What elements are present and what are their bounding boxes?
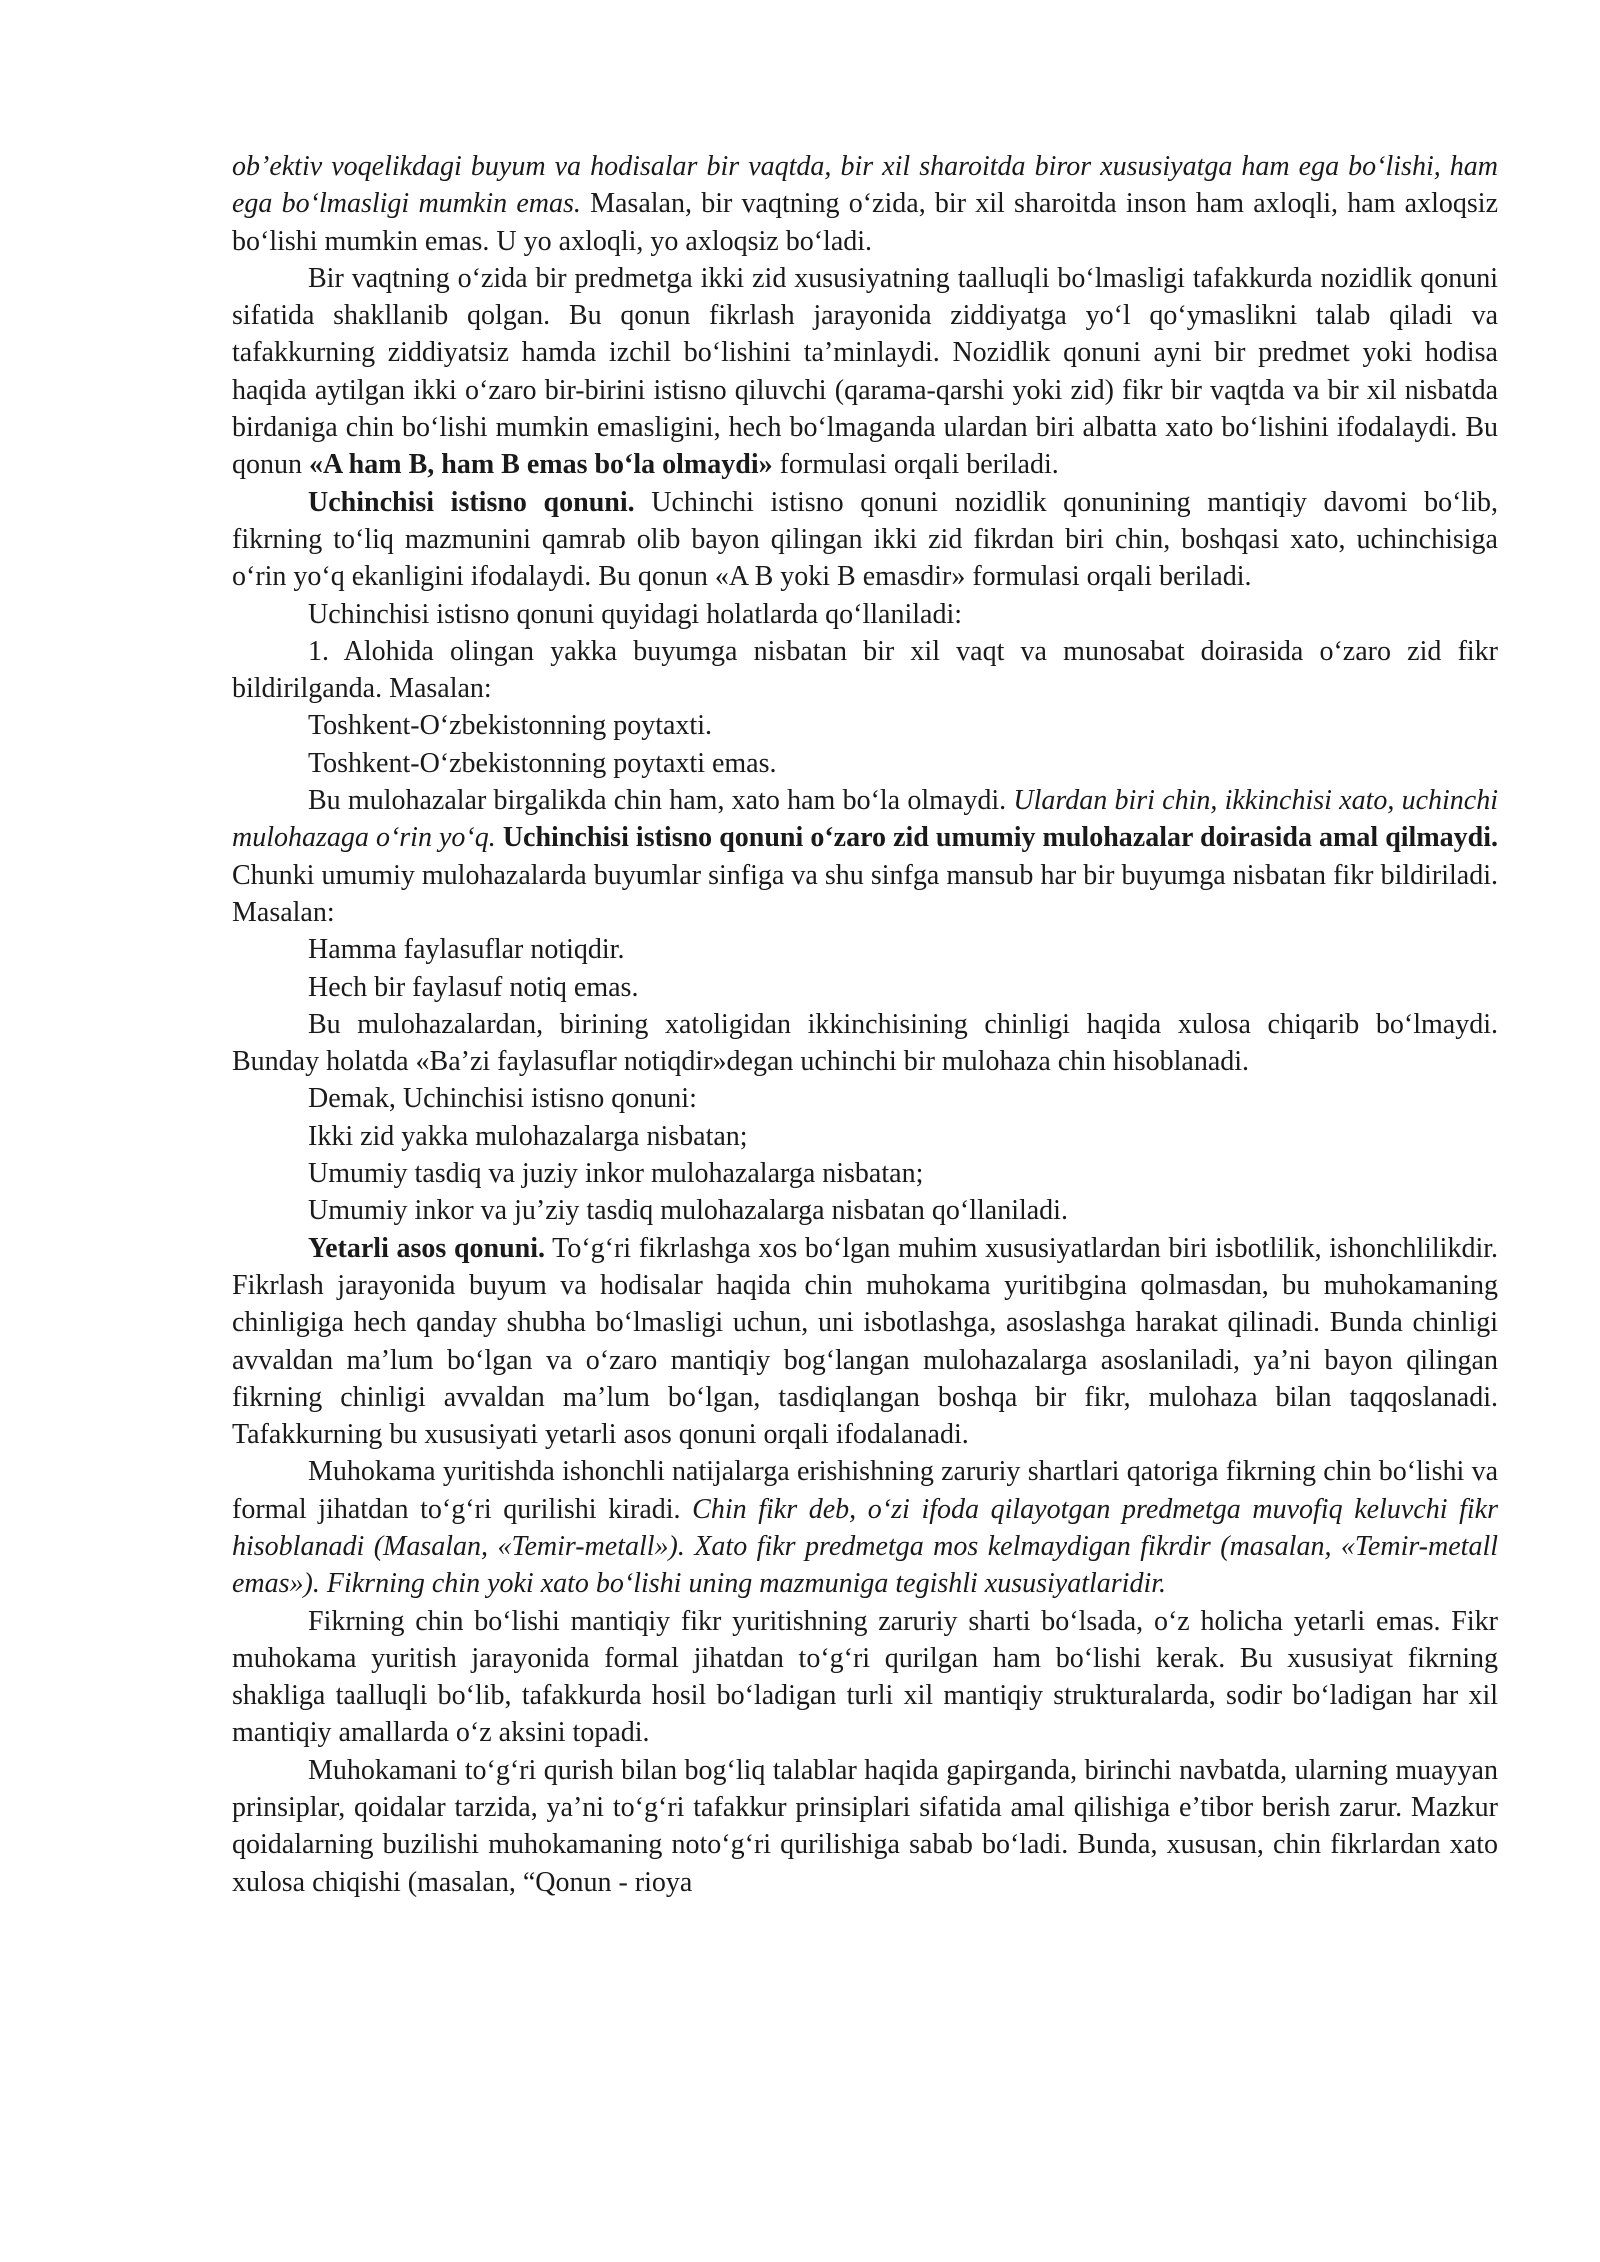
section-heading: Uchinchisi istisno qonuni.	[308, 486, 635, 518]
paragraph-fikrning-chin: Fikrning chin bo‘lishi mantiqiy fikr yuritishning zaruriy sharti bo‘lsada, o‘z holicha yetarli emas. Fikr muhokama yuritish jarayonida formal jihatdan to‘g‘ri qurilgan ham bo‘lishi kerak. Bu xususiyat fikrning shakliga taalluqli bo‘lib, tafakkurda hosil bo‘ladigan turli xil mantiqiy strukturalarda, sodir bo‘ladigan har xil mantiqiy amallarda o‘z aksini topadi.	[232, 1605, 1498, 1749]
paragraph-usage: Uchinchisi istisno qonuni quyidagi holatlarda qo‘llaniladi:	[308, 598, 963, 630]
paragraph-together: Bu mulohazalar birgalikda chin ham, xato ham bo‘la olmaydi. Ulardan biri chin, ikkinchisi xato, uchinchi mulohazaga o‘rin yo‘q. Uchinchisi istisno qonuni o‘zaro zid umumiy mulohazalar doirasida amal qilmaydi. Chunki umumiy mulohazalarda buyumlar sinfiga va shu sinfga mansub har bir buyumga nisbatan fikr bildiriladi. Masalan:	[232, 785, 1499, 928]
paragraph-case-one: 1. Alohida olingan yakka buyumga nisbatan bir xil vaqt va munosabat doirasida o‘zaro zid fikr bildirilganda. Masalan:	[232, 635, 1498, 705]
paragraph-uchinchisi: Uchinchisi istisno qonuni. Uchinchi istisno qonuni nozidlik qonunining mantiqiy davomi bo‘lib, fikrning to‘liq mazmunini qamrab olib bayon qilingan ikki zid fikrdan biri chin, boshqasi xato, uchinchisiga o‘rin yo‘q ekanligini ifodalaydi. Bu qonun «A B yoki B emasdir» formulasi orqali beriladi.	[232, 486, 1498, 593]
italic-text: ob’ektiv voqelikdagi buyum va hodisalar bir vaqtda, bir xil sharoitda biror xususiyatga ham ega bo‘lishi, ham ega bo‘lmasligi mumkin emas.	[232, 151, 1498, 220]
bold-text: Uchinchisi istisno qonuni o‘zaro zid umumiy mulohazalar doirasida amal qilmaydi.	[502, 822, 1499, 854]
paragraph-muhokama: Muhokama yuritishda ishonchli natijalarga erishishning zaruriy shartlari qatoriga fikrning chin bo‘lishi va formal jihatdan to‘g‘ri qurilishi kiradi. Chin fikr deb, o‘zi ifoda qilayotgan predmetga muvofiq keluvchi fikr hisoblanadi (Masalan, «Temir-metall»). Xato fikr predmetga mos kelmaydigan fikrdir (masalan, «Temir-metall emas»). Fikrning chin yoki xato bo‘lishi uning mazmuniga tegishli xususiyatlaridir.	[232, 1456, 1498, 1600]
list-line: Umumiy inkor va ju’ziy tasdiq mulohazalarga nisbatan qo‘llaniladi.	[308, 1195, 1068, 1227]
paragraph-muhokamani: Muhokamani to‘g‘ri qurish bilan bog‘liq talablar haqida gapirganda, birinchi navbatda, ularning muayyan prinsiplar, qoidalar tarzida, ya’ni to‘g‘ri tafakkur prinsiplari sifatida amal qilishiga e’tibor berish zarur. Mazkur qoidalarning buzilishi muhokamaning noto‘g‘ri qurilishiga sabab bo‘ladi. Bunda, xususan, chin fikrlardan xato xulosa chiqishi (masalan, “Qonun - rioya	[232, 1754, 1498, 1898]
paragraph-yetarli-asos: Yetarli asos qonuni. To‘g‘ri fikrlashga xos bo‘lgan muhim xususiyatlardan biri isbotlilik, ishonchlilikdir. Fikrlash jarayonida buyum va hodisalar haqida chin muhokama yuritibgina qolmasdan, bu muhokamaning chinligiga hech qanday shubha bo‘lmasligi uchun, uni isbotlashga, asoslashga harakat qilinadi. Bunda chinligi avvaldan ma’lum bo‘lgan va o‘zaro mantiqiy bog‘langan mulohazalarga asoslaniladi, ya’ni bayon qilingan fikrning chinligi avvaldan ma’lum bo‘lgan, tasdiqlangan boshqa bir fikr, mulohaza bilan taqqoslanadi. Tafakkurning bu xususiyati yetarli asos qonuni orqali ifodalanadi.	[232, 1232, 1499, 1451]
list-line: Ikki zid yakka mulohazalarga nisbatan;	[308, 1120, 748, 1152]
example-line: Toshkent-O‘zbekistonning poytaxti.	[308, 710, 712, 742]
example-line: Hamma faylasuflar notiqdir.	[308, 934, 625, 966]
example-line: Toshkent-O‘zbekistonning poytaxti emas.	[308, 747, 777, 779]
paragraph-intro: ob’ektiv voqelikdagi buyum va hodisalar bir vaqtda, bir xil sharoitda biror xususiyatga ham ega bo‘lishi, ham ega bo‘lmasligi mumkin emas. Masalan, bir vaqtning o‘zida, bir xil sharoitda inson ham axloqli, ham axloqsiz bo‘lishi mumkin emas. U yo axloqli, yo axloqsiz bo‘ladi.	[232, 151, 1498, 257]
italic-text: Chin fikr deb, o‘zi ifoda qilayotgan predmetga muvofiq keluvchi fikr hisoblanadi (Masalan, «Temir-metall»). Xato fikr predmetga mos kelmaydigan fikrdir (masalan, «Temir-metall emas»). Fikrning chin yoki xato bo‘lishi uning mazmuniga tegishli xususiyatlaridir.	[232, 1493, 1498, 1600]
paragraph-nozidlik: Bir vaqtning o‘zida bir predmetga ikki zid xususiyatning taalluqli bo‘lmasligi tafakkurda nozidlik qonuni sifatida shakllanib qolgan. Bu qonun fikrlash jarayonida ziddiyatga yo‘l qo‘ymaslikni talab qiladi va tafakkurning ziddiyatsiz hamda izchil bo‘lishini ta’minlaydi. Nozidlik qonuni ayni bir predmet yoki hodisa haqida aytilgan ikki o‘zaro bir-birini istisno qiluvchi (qarama-qarshi yoki zid) fikr bir vaqtda va bir xil nisbatda birdaniga chin bo‘lishi mumkin emasligini, hech bo‘lmaganda ulardan biri albatta xato bo‘lishini ifodalaydi. Bu qonun «A ham B, ham B emas bo‘la olmaydi» formulasi orqali beriladi.	[232, 262, 1498, 481]
section-heading: Yetarli asos qonuni.	[308, 1232, 546, 1264]
list-line: Demak, Uchinchisi istisno qonuni:	[308, 1083, 697, 1115]
italic-text: Ulardan biri chin, ikkinchisi xato, uchinchi mulohazaga o‘rin yo‘q.	[232, 785, 1499, 854]
document-page	[232, 148, 1498, 1901]
paragraph-conclusion: Bu mulohazalardan, birining xatoligidan ikkinchisining chinligi haqida xulosa chiqarib bo‘lmaydi. Bunday holatda «Ba’zi faylasuflar notiqdir»degan uchinchi bir mulohaza chin hisoblanadi.	[232, 1008, 1498, 1078]
list-line: Umumiy tasdiq va juziy inkor mulohazalarga nisbatan;	[308, 1158, 924, 1190]
example-line: Hech bir faylasuf notiq emas.	[308, 971, 639, 1003]
formula-text: «A ham B, ham B emas bo‘la olmaydi»	[309, 449, 773, 481]
